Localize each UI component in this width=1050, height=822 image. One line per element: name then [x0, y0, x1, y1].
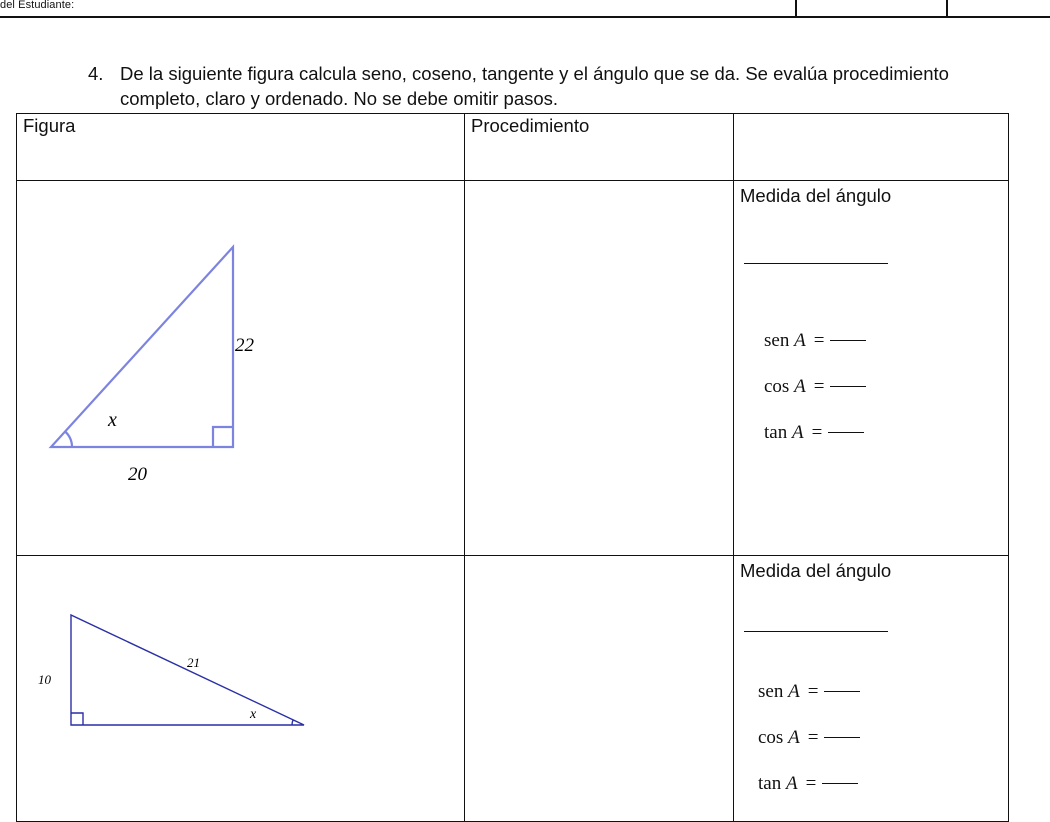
header-divider	[946, 0, 948, 16]
angle-measure-title: Medida del ángulo	[740, 560, 892, 581]
angle-label: x	[108, 409, 117, 431]
angle-measure-title: Medida del ángulo	[740, 185, 892, 206]
angle-arc	[65, 432, 72, 448]
angle-label: x	[250, 707, 257, 722]
right-angle-mark	[71, 713, 83, 725]
cosine-row: cos A =	[764, 375, 866, 399]
fraction-bar[interactable]	[830, 340, 866, 341]
table-header-row	[17, 114, 1009, 181]
fraction-bar[interactable]	[824, 691, 860, 692]
figure-cell	[17, 181, 465, 556]
answer-cell	[734, 556, 1009, 822]
header-empty	[734, 114, 1009, 181]
header-procedimiento: Procedimiento	[465, 114, 734, 181]
angle-answer-line[interactable]	[744, 263, 888, 264]
fraction-bar[interactable]	[830, 386, 866, 387]
figure-cell	[17, 556, 465, 822]
hypotenuse-label: 21	[187, 655, 200, 670]
right-angle-mark	[213, 427, 233, 447]
table-row	[17, 181, 1009, 556]
triangle-outline	[51, 247, 233, 447]
question-number: 4.	[88, 63, 104, 84]
header-figura: Figura	[17, 114, 465, 181]
side-label-horizontal: 20	[128, 464, 147, 485]
tangent-row: tan A =	[758, 772, 858, 796]
triangle-outline	[71, 615, 304, 725]
student-name-label: del Estudiante:	[0, 0, 75, 11]
right-triangle-figure-2	[17, 556, 465, 816]
angle-arc	[292, 720, 293, 725]
side-label-vertical: 22	[235, 335, 254, 356]
student-header-bar	[0, 0, 1050, 18]
fraction-bar[interactable]	[824, 737, 860, 738]
tangent-row: tan A =	[764, 421, 864, 445]
answer-cell	[734, 181, 1009, 556]
angle-answer-line[interactable]	[744, 631, 888, 632]
procedure-cell[interactable]	[465, 556, 734, 822]
cosine-row: cos A =	[758, 726, 860, 750]
sine-row: sen A =	[758, 680, 860, 704]
side-label-vertical: 10	[38, 672, 51, 687]
table-row	[17, 556, 1009, 822]
header-divider	[795, 0, 797, 16]
fraction-bar[interactable]	[822, 783, 858, 784]
question-text: De la siguiente figura calcula seno, coseno, tangente y el ángulo que se da. Se evalúa procedimiento completo, claro y ordenado. No se debe omitir pasos.	[120, 63, 949, 109]
fraction-bar[interactable]	[828, 432, 864, 433]
right-triangle-figure-1	[17, 181, 465, 550]
sine-row: sen A =	[764, 329, 866, 353]
exercise-table	[16, 113, 1009, 822]
procedure-cell[interactable]	[465, 181, 734, 556]
